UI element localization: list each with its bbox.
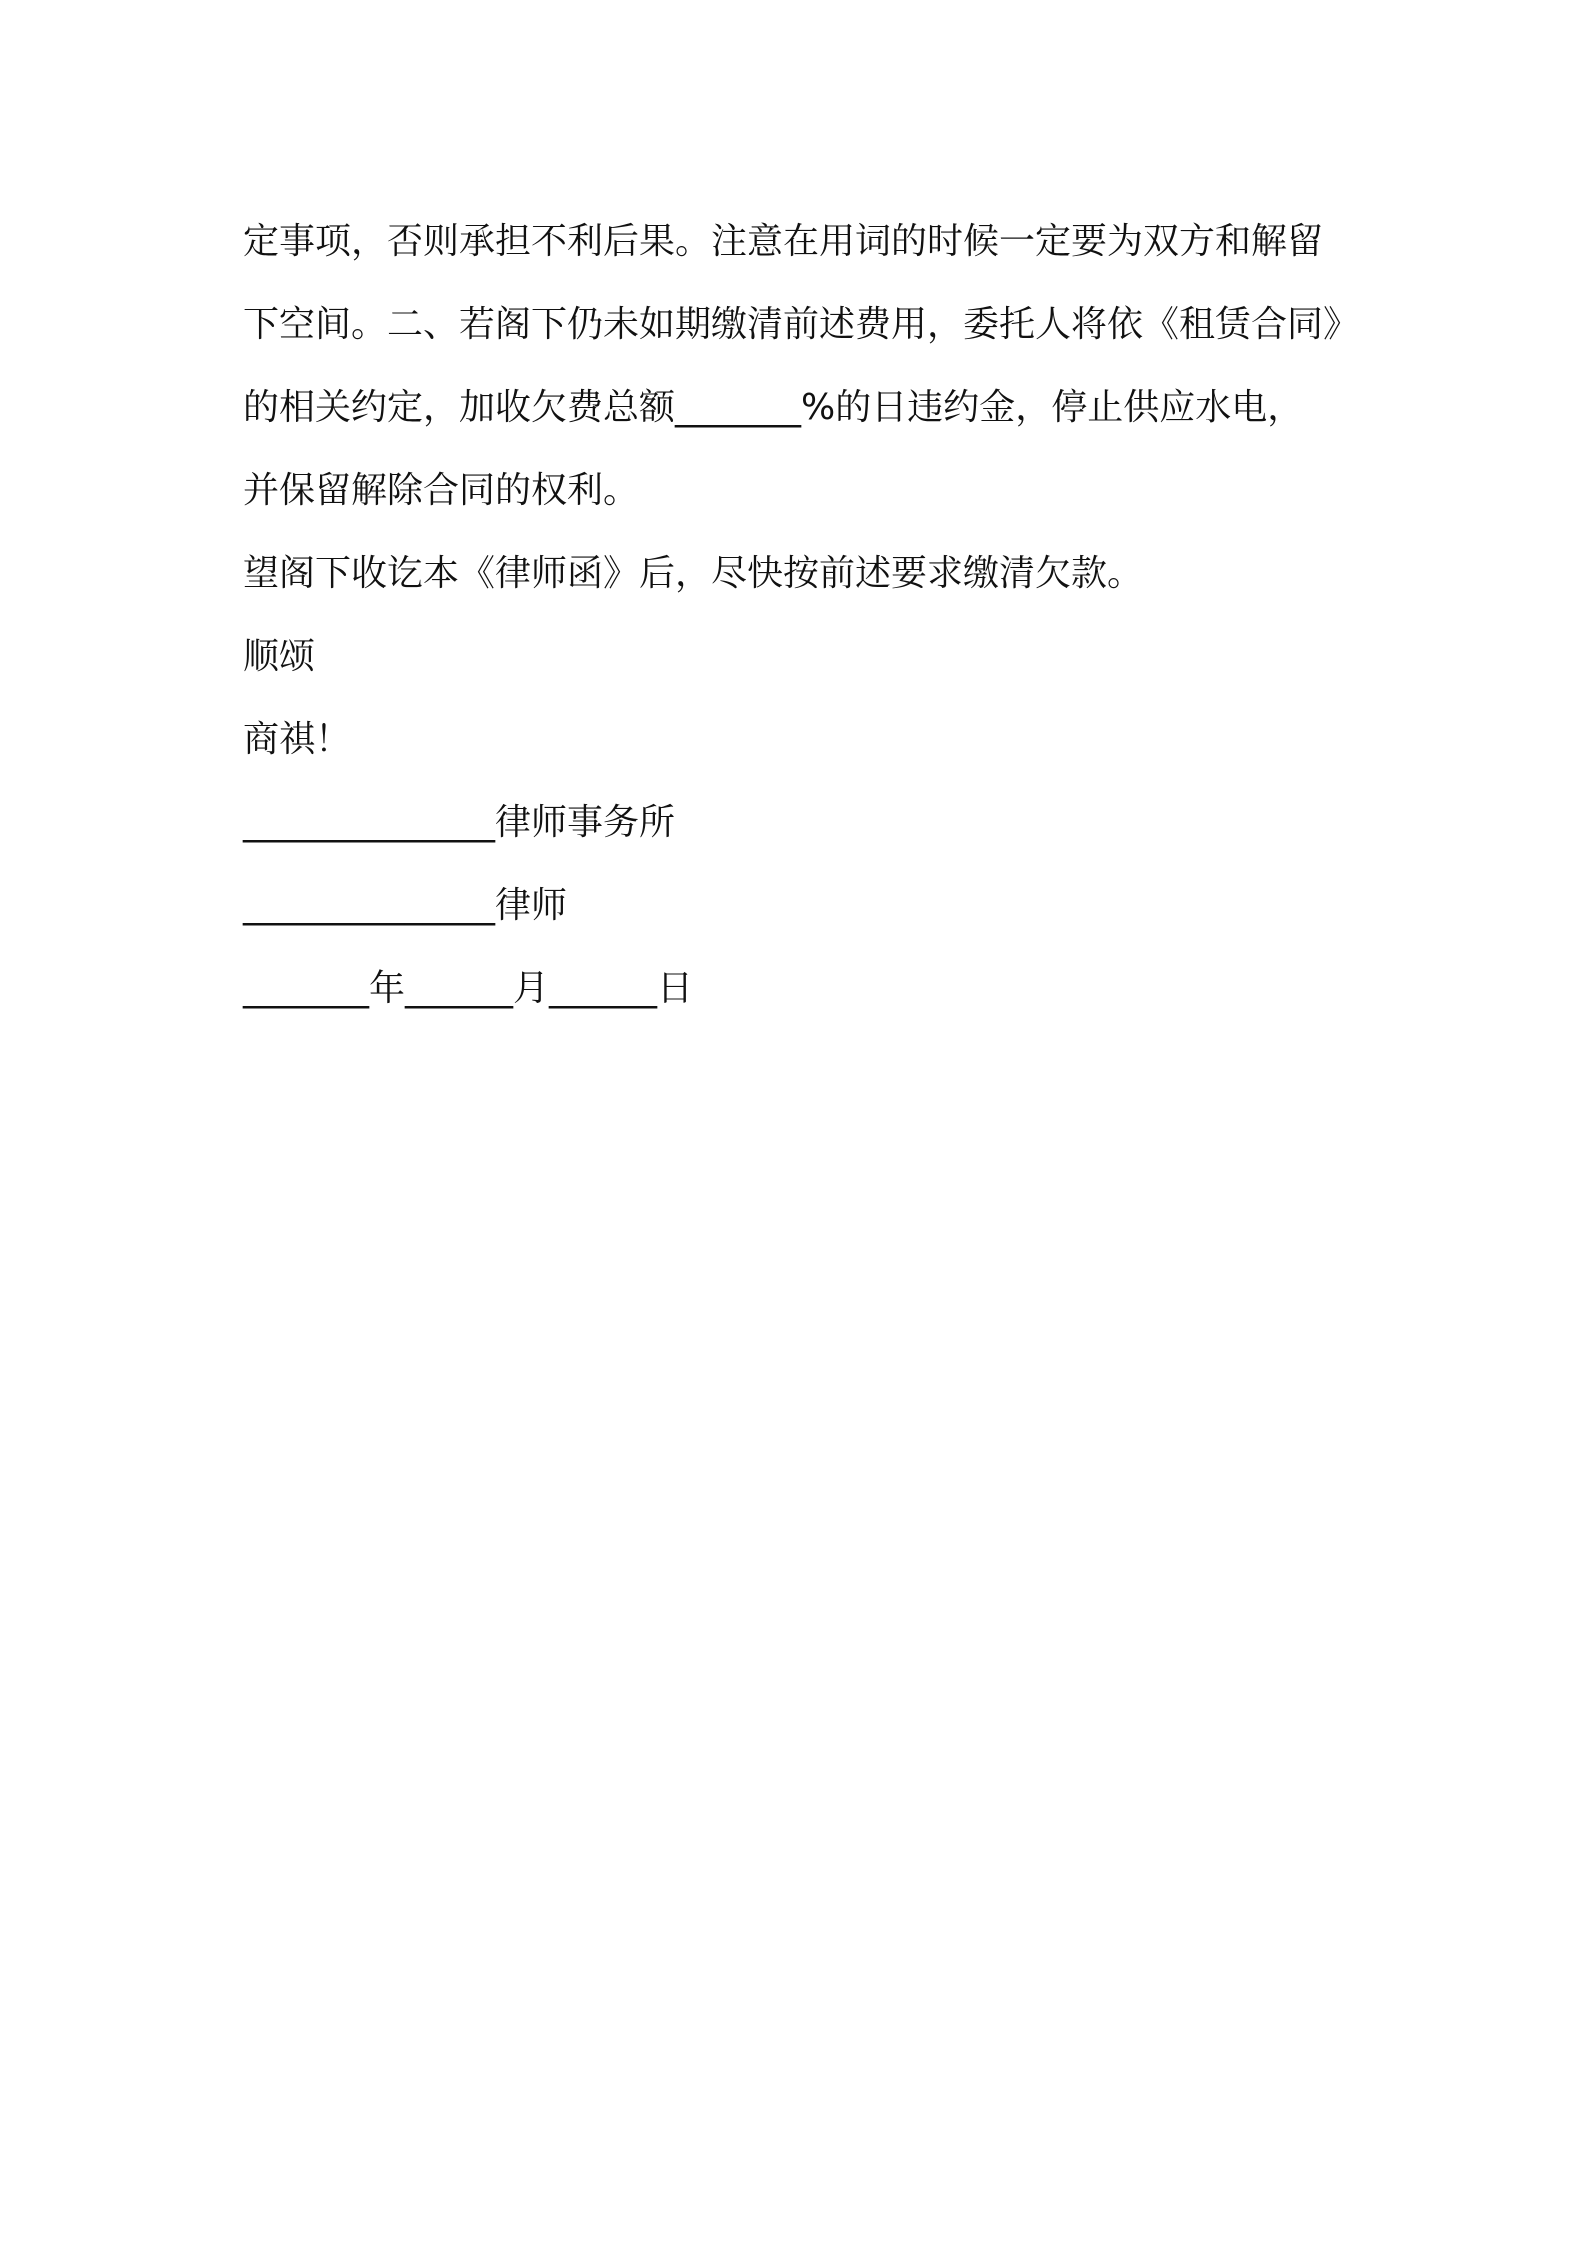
paragraph-line-2: 下空间。二、若阁下仍未如期缴清前述费用，委托人将依《租赁合同》 [243,304,1360,345]
request-line: 望阁下收讫本《律师函》后，尽快按前述要求缴清欠款。 [243,553,1144,594]
law-firm-signature: ______________律师事务所 [243,802,676,843]
closing-salutation: 商祺！ [243,719,352,760]
letter-body [243,200,1363,1030]
lawyer-signature: ______________律师 [243,885,568,926]
date-line: _______年______月______日 [243,968,693,1009]
closing-greeting: 顺颂 [243,636,316,677]
paragraph-line-4: 并保留解除合同的权利。 [243,470,640,511]
paragraph-line-1: 定事项，否则承担不利后果。注意在用词的时候一定要为双方和解留 [243,221,1324,262]
paragraph-line-3: 的相关约定，加收欠费总额_______%的日违约金，停止供应水电， [243,387,1304,428]
